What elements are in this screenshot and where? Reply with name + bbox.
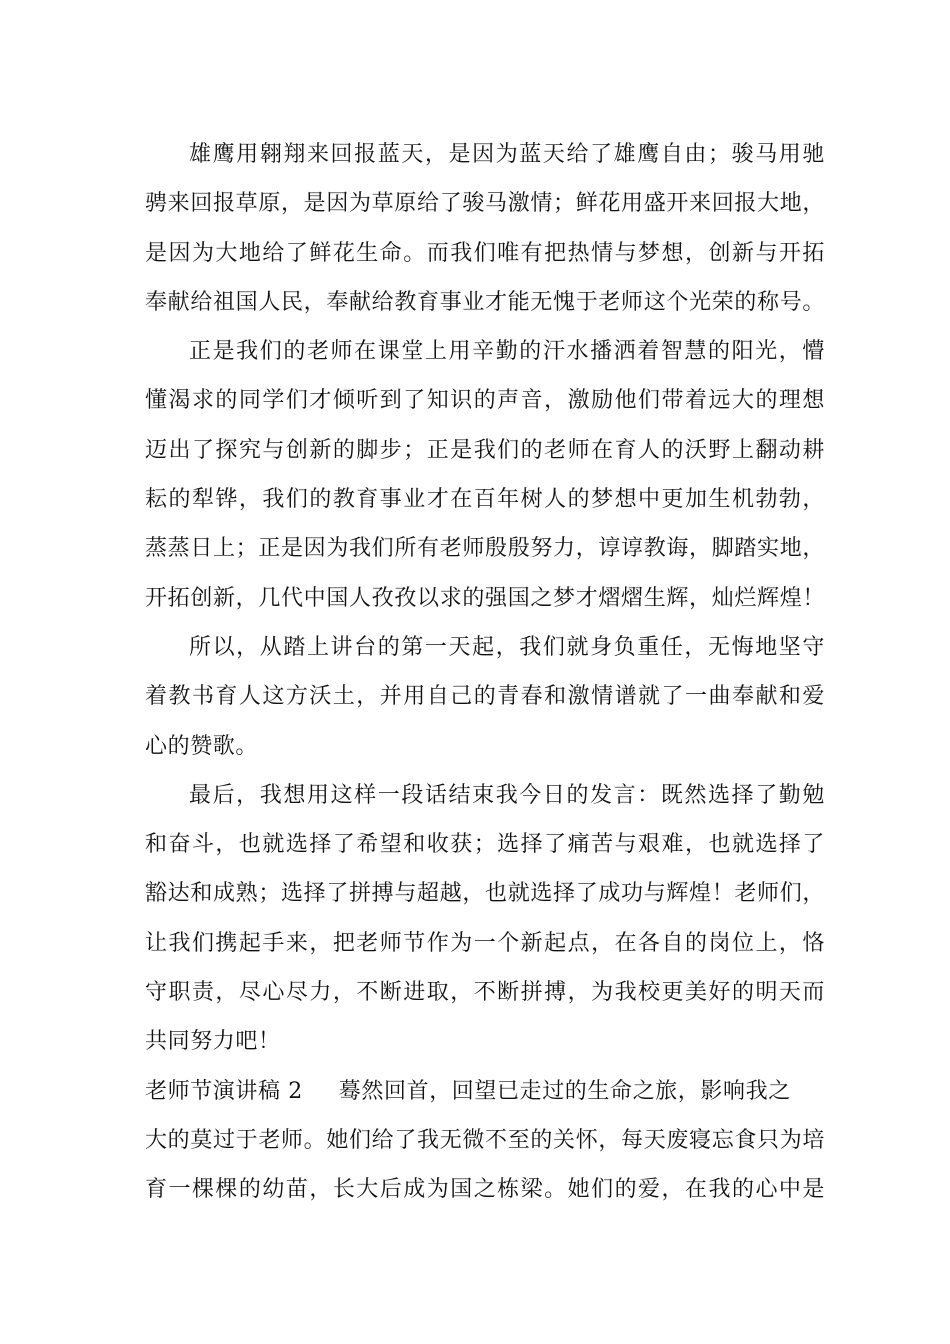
paragraph-line: 耘的犁铧，我们的教育事业才在百年树人的梦想中更加生机勃勃， (145, 487, 825, 513)
paragraph-line: 开拓创新，几代中国人孜孜以求的强国之梦才熠熠生辉，灿烂辉煌！ (145, 585, 825, 611)
paragraph-line: 心的赞歌。 (145, 733, 259, 759)
paragraph-line: 雄鹰用翱翔来回报蓝天，是因为蓝天给了雄鹰自由；骏马用驰 (189, 142, 825, 167)
paragraph-line: 育一棵棵的幼苗，长大后成为国之栋梁。她们的爱，在我的心中是 (145, 1177, 825, 1203)
paragraph-line: 正是我们的老师在课堂上用辛勤的汗水播洒着智慧的阳光，懵 (189, 339, 825, 365)
paragraph-line: 是因为大地给了鲜花生命。而我们唯有把热情与梦想，创新与开拓 (145, 240, 825, 266)
document-body (145, 130, 825, 1215)
paragraph-line: 着教书育人这方沃土，并用自己的青春和激情谱就了一曲奉献和爱 (145, 684, 825, 710)
paragraph-line: 懂渴求的同学们才倾听到了知识的声音，激励他们带着远大的理想 (145, 388, 825, 414)
paragraph-line: 蒸蒸日上；正是因为我们所有老师殷殷努力，谆谆教诲，脚踏实地， (145, 536, 825, 562)
paragraph-line: 和奋斗，也就选择了希望和收获；选择了痛苦与艰难，也就选择了 (145, 832, 825, 858)
paragraph-line: 奉献给祖国人民，奉献给教育事业才能无愧于老师这个光荣的称号。 (145, 289, 825, 315)
paragraph-line: 守职责，尽心尽力，不断进取，不断拼搏，为我校更美好的明天而 (145, 980, 825, 1006)
paragraph-line: 共同努力吧！ (145, 1029, 281, 1055)
paragraph-line: 骋来回报草原，是因为草原给了骏马激情；鲜花用盛开来回报大地， (145, 191, 825, 217)
paragraph-line: 大的莫过于老师。她们给了我无微不至的关怀，每天废寝忘食只为培 (145, 1127, 825, 1153)
paragraph-line: 让我们携起手来，把老师节作为一个新起点，在各自的岗位上，恪 (145, 930, 825, 956)
section-title: 老师节演讲稿 2 (145, 1078, 303, 1104)
section-opening-text: 蓦然回首，回望已走过的生命之旅，影响我之 (338, 1078, 791, 1104)
paragraph-line: 所以，从踏上讲台的第一天起，我们就身负重任，无悔地坚守 (189, 634, 825, 660)
paragraph-line: 豁达和成熟；选择了拼搏与超越，也就选择了成功与辉煌！老师们， (145, 881, 825, 907)
paragraph-line: 迈出了探究与创新的脚步；正是我们的老师在育人的沃野上翻动耕 (145, 437, 825, 463)
section-heading-line (145, 1067, 825, 1116)
paragraph-line: 最后，我想用这样一段话结束我今日的发言：既然选择了勤勉 (189, 782, 825, 808)
